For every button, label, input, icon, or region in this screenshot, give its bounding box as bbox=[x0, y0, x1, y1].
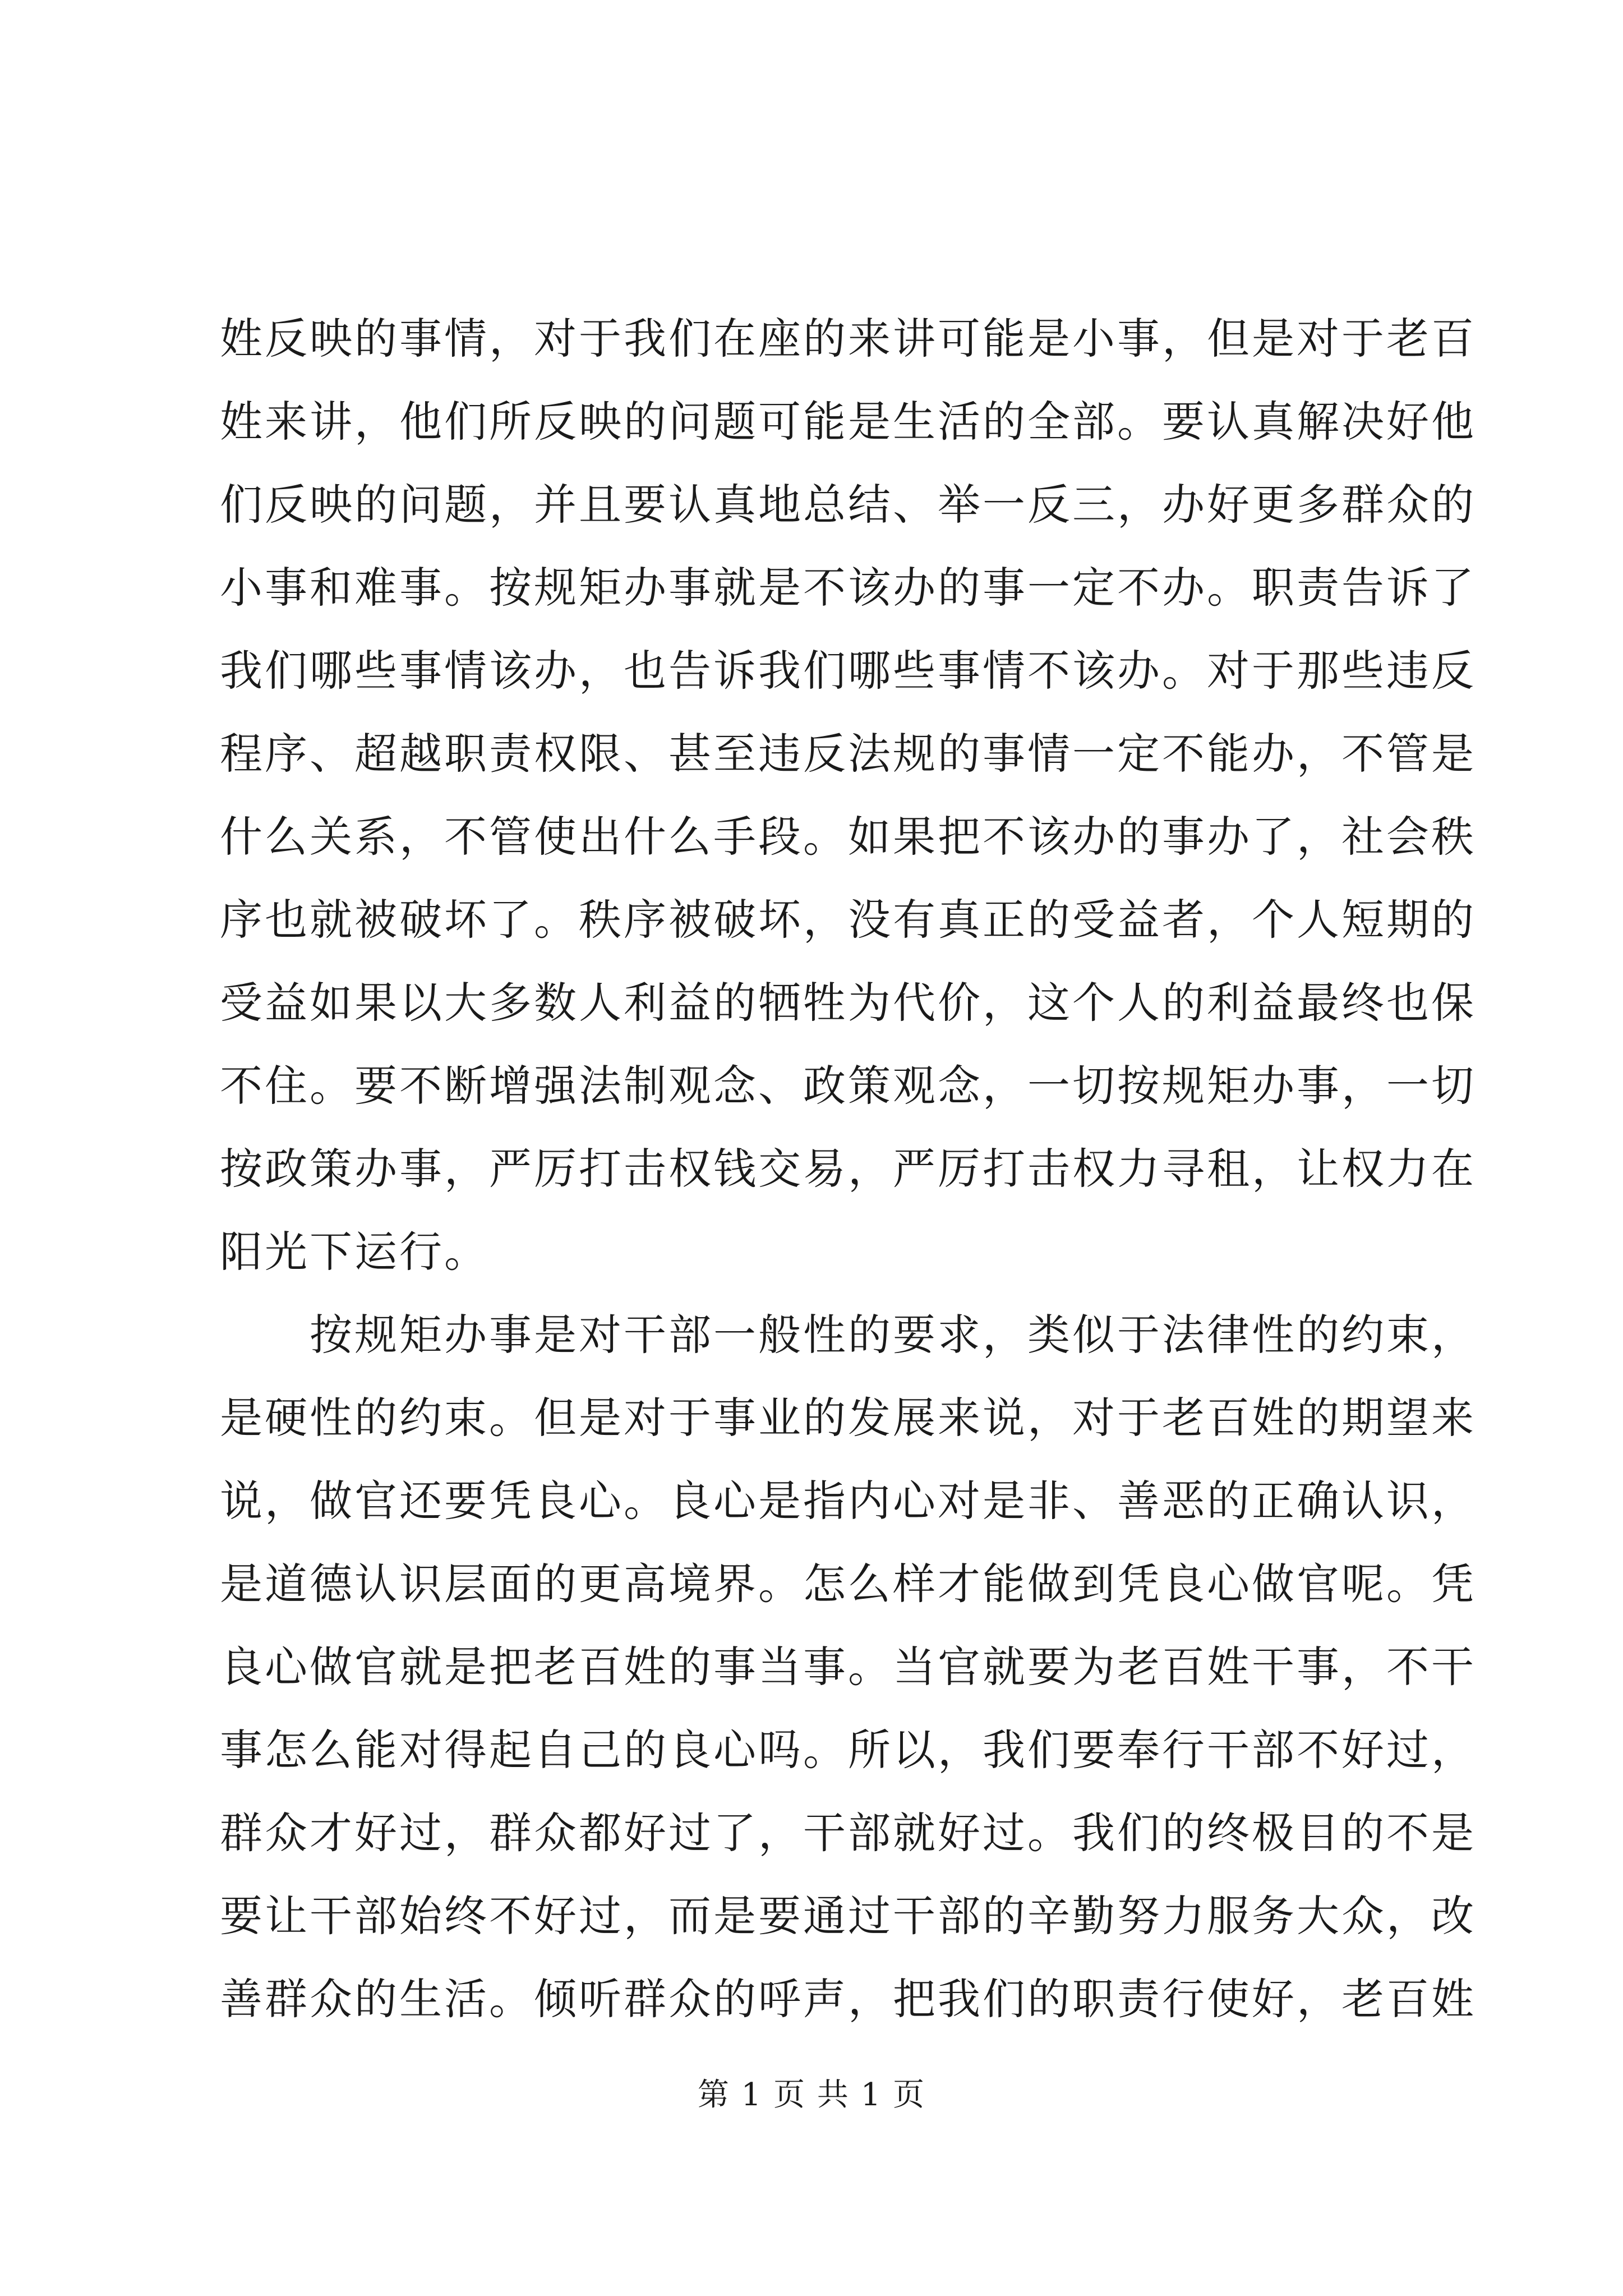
text-line: 要让干部始终不好过，而是要通过干部的辛勤努力服务大众，改 bbox=[220, 1891, 1476, 1941]
text-line: 什么关系，不管使出什么手段。如果把不该办的事办了，社会秩 bbox=[220, 812, 1476, 862]
text-line: 序也就被破坏了。秩序被破坏，没有真正的受益者，个人短期的 bbox=[220, 895, 1476, 945]
text-line: 我们哪些事情该办，也告诉我们哪些事情不该办。对于那些违反 bbox=[220, 646, 1476, 696]
text-line: 不住。要不断增强法制观念、政策观念，一切按规矩办事，一切 bbox=[220, 1061, 1476, 1111]
text-line: 姓来讲，他们所反映的问题可能是生活的全部。要认真解决好他 bbox=[220, 397, 1476, 447]
text-line: 说，做官还要凭良心。良心是指内心对是非、善恶的正确认识， bbox=[220, 1476, 1476, 1526]
text-line: 事怎么能对得起自己的良心吗。所以，我们要奉行干部不好过， bbox=[220, 1725, 1476, 1775]
page-footer: 第 1 页 共 1 页 bbox=[697, 2077, 926, 2113]
text-line: 姓反映的事情，对于我们在座的来讲可能是小事，但是对于老百 bbox=[220, 314, 1476, 364]
text-line: 们反映的问题，并且要认真地总结、举一反三，办好更多群众的 bbox=[220, 480, 1476, 530]
text-line: 按规矩办事是对干部一般性的要求，类似于法律性的约束， bbox=[220, 1310, 1476, 1360]
text-line: 小事和难事。按规矩办事就是不该办的事一定不办。职责告诉了 bbox=[220, 563, 1476, 613]
text-line: 善群众的生活。倾听群众的呼声，把我们的职责行使好，老百姓 bbox=[220, 1974, 1476, 2024]
text-line: 是硬性的约束。但是对于事业的发展来说，对于老百姓的期望来 bbox=[220, 1393, 1476, 1443]
text-line: 群众才好过，群众都好过了，干部就好过。我们的终极目的不是 bbox=[220, 1808, 1476, 1858]
text-line: 受益如果以大多数人利益的牺牲为代价，这个人的利益最终也保 bbox=[220, 978, 1476, 1028]
text-line: 良心做官就是把老百姓的事当事。当官就要为老百姓干事，不干 bbox=[220, 1642, 1476, 1692]
text-line: 是道德认识层面的更高境界。怎么样才能做到凭良心做官呢。凭 bbox=[220, 1559, 1476, 1609]
text-line: 阳光下运行。 bbox=[220, 1227, 489, 1277]
text-line: 按政策办事，严厉打击权钱交易，严厉打击权力寻租，让权力在 bbox=[220, 1144, 1476, 1194]
text-line: 程序、超越职责权限、甚至违反法规的事情一定不能办，不管是 bbox=[220, 729, 1476, 779]
body-text bbox=[220, 297, 1476, 2041]
